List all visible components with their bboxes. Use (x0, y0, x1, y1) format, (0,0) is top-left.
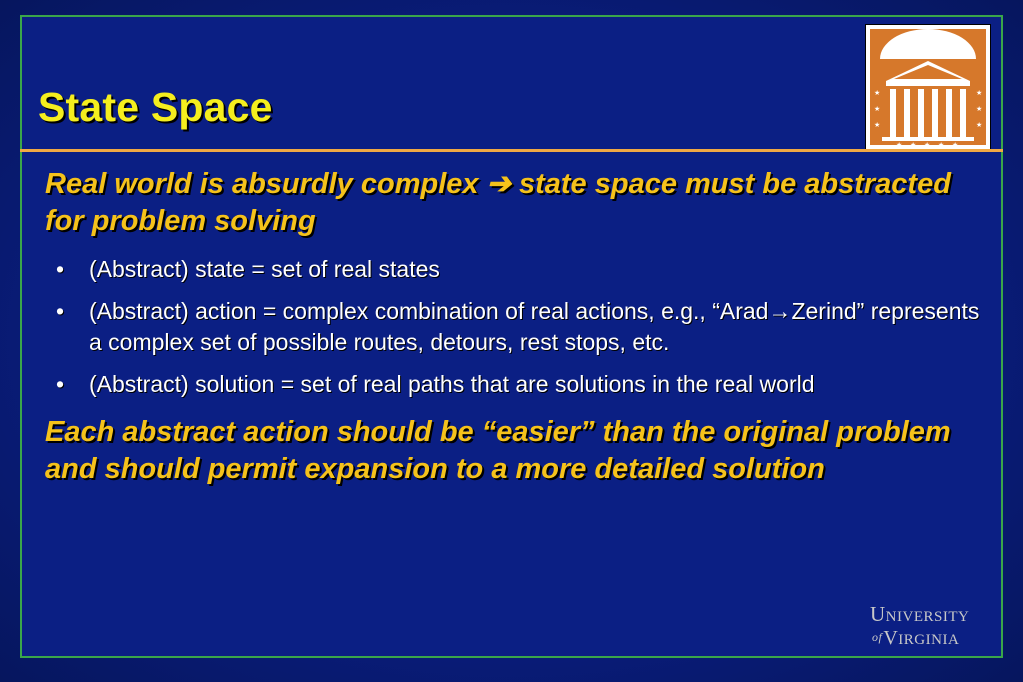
list-item (45, 254, 980, 285)
lead-statement (45, 166, 980, 240)
svg-text:★: ★ (874, 121, 881, 129)
bullet-icon: • (56, 298, 65, 324)
bullet-text: (Abstract) state = set of real states (89, 256, 440, 282)
arrow-icon: → (768, 298, 792, 324)
svg-text:★: ★ (896, 141, 903, 149)
lead-text-before: Real world is absurdly complex (45, 168, 487, 200)
svg-text:★: ★ (874, 105, 881, 113)
bullet-icon: • (56, 371, 65, 397)
list-item (45, 296, 980, 358)
closing-statement: Each abstract action should be “easier” than the original problem and should permit expansion to a more detailed solution (45, 416, 951, 485)
svg-text:★: ★ (924, 141, 931, 149)
rotunda-logo-icon (865, 24, 991, 150)
bullet-text: (Abstract) solution = set of real paths that are solutions in the real world (89, 371, 815, 397)
bullet-text-before: (Abstract) action = complex combination of real actions, e.g., “Arad (89, 298, 769, 324)
arrow-icon: ➔ (486, 168, 511, 200)
svg-text:★: ★ (976, 89, 983, 97)
svg-text:★: ★ (938, 141, 945, 149)
svg-text:★: ★ (910, 141, 917, 149)
slide-content (45, 166, 980, 488)
svg-text:★: ★ (952, 141, 959, 149)
bullet-list (45, 254, 980, 400)
slide-title: State Space (38, 84, 273, 130)
university-logo-line1: UNIVERSITY (870, 602, 970, 626)
svg-text:★: ★ (874, 89, 881, 97)
bullet-icon: • (56, 256, 65, 282)
svg-text:★: ★ (976, 105, 983, 113)
list-item (45, 369, 980, 400)
svg-text:★: ★ (976, 121, 983, 129)
title-divider (20, 149, 1003, 152)
university-logo (870, 604, 995, 648)
bullet-text-after: Zerind” represents a complex set of possible routes, detours, rest stops, etc. (89, 298, 980, 355)
lead-text-after: state space must be abstracted for problem solving (45, 168, 951, 237)
university-logo-line2: ofVIRGINIA (872, 627, 960, 649)
